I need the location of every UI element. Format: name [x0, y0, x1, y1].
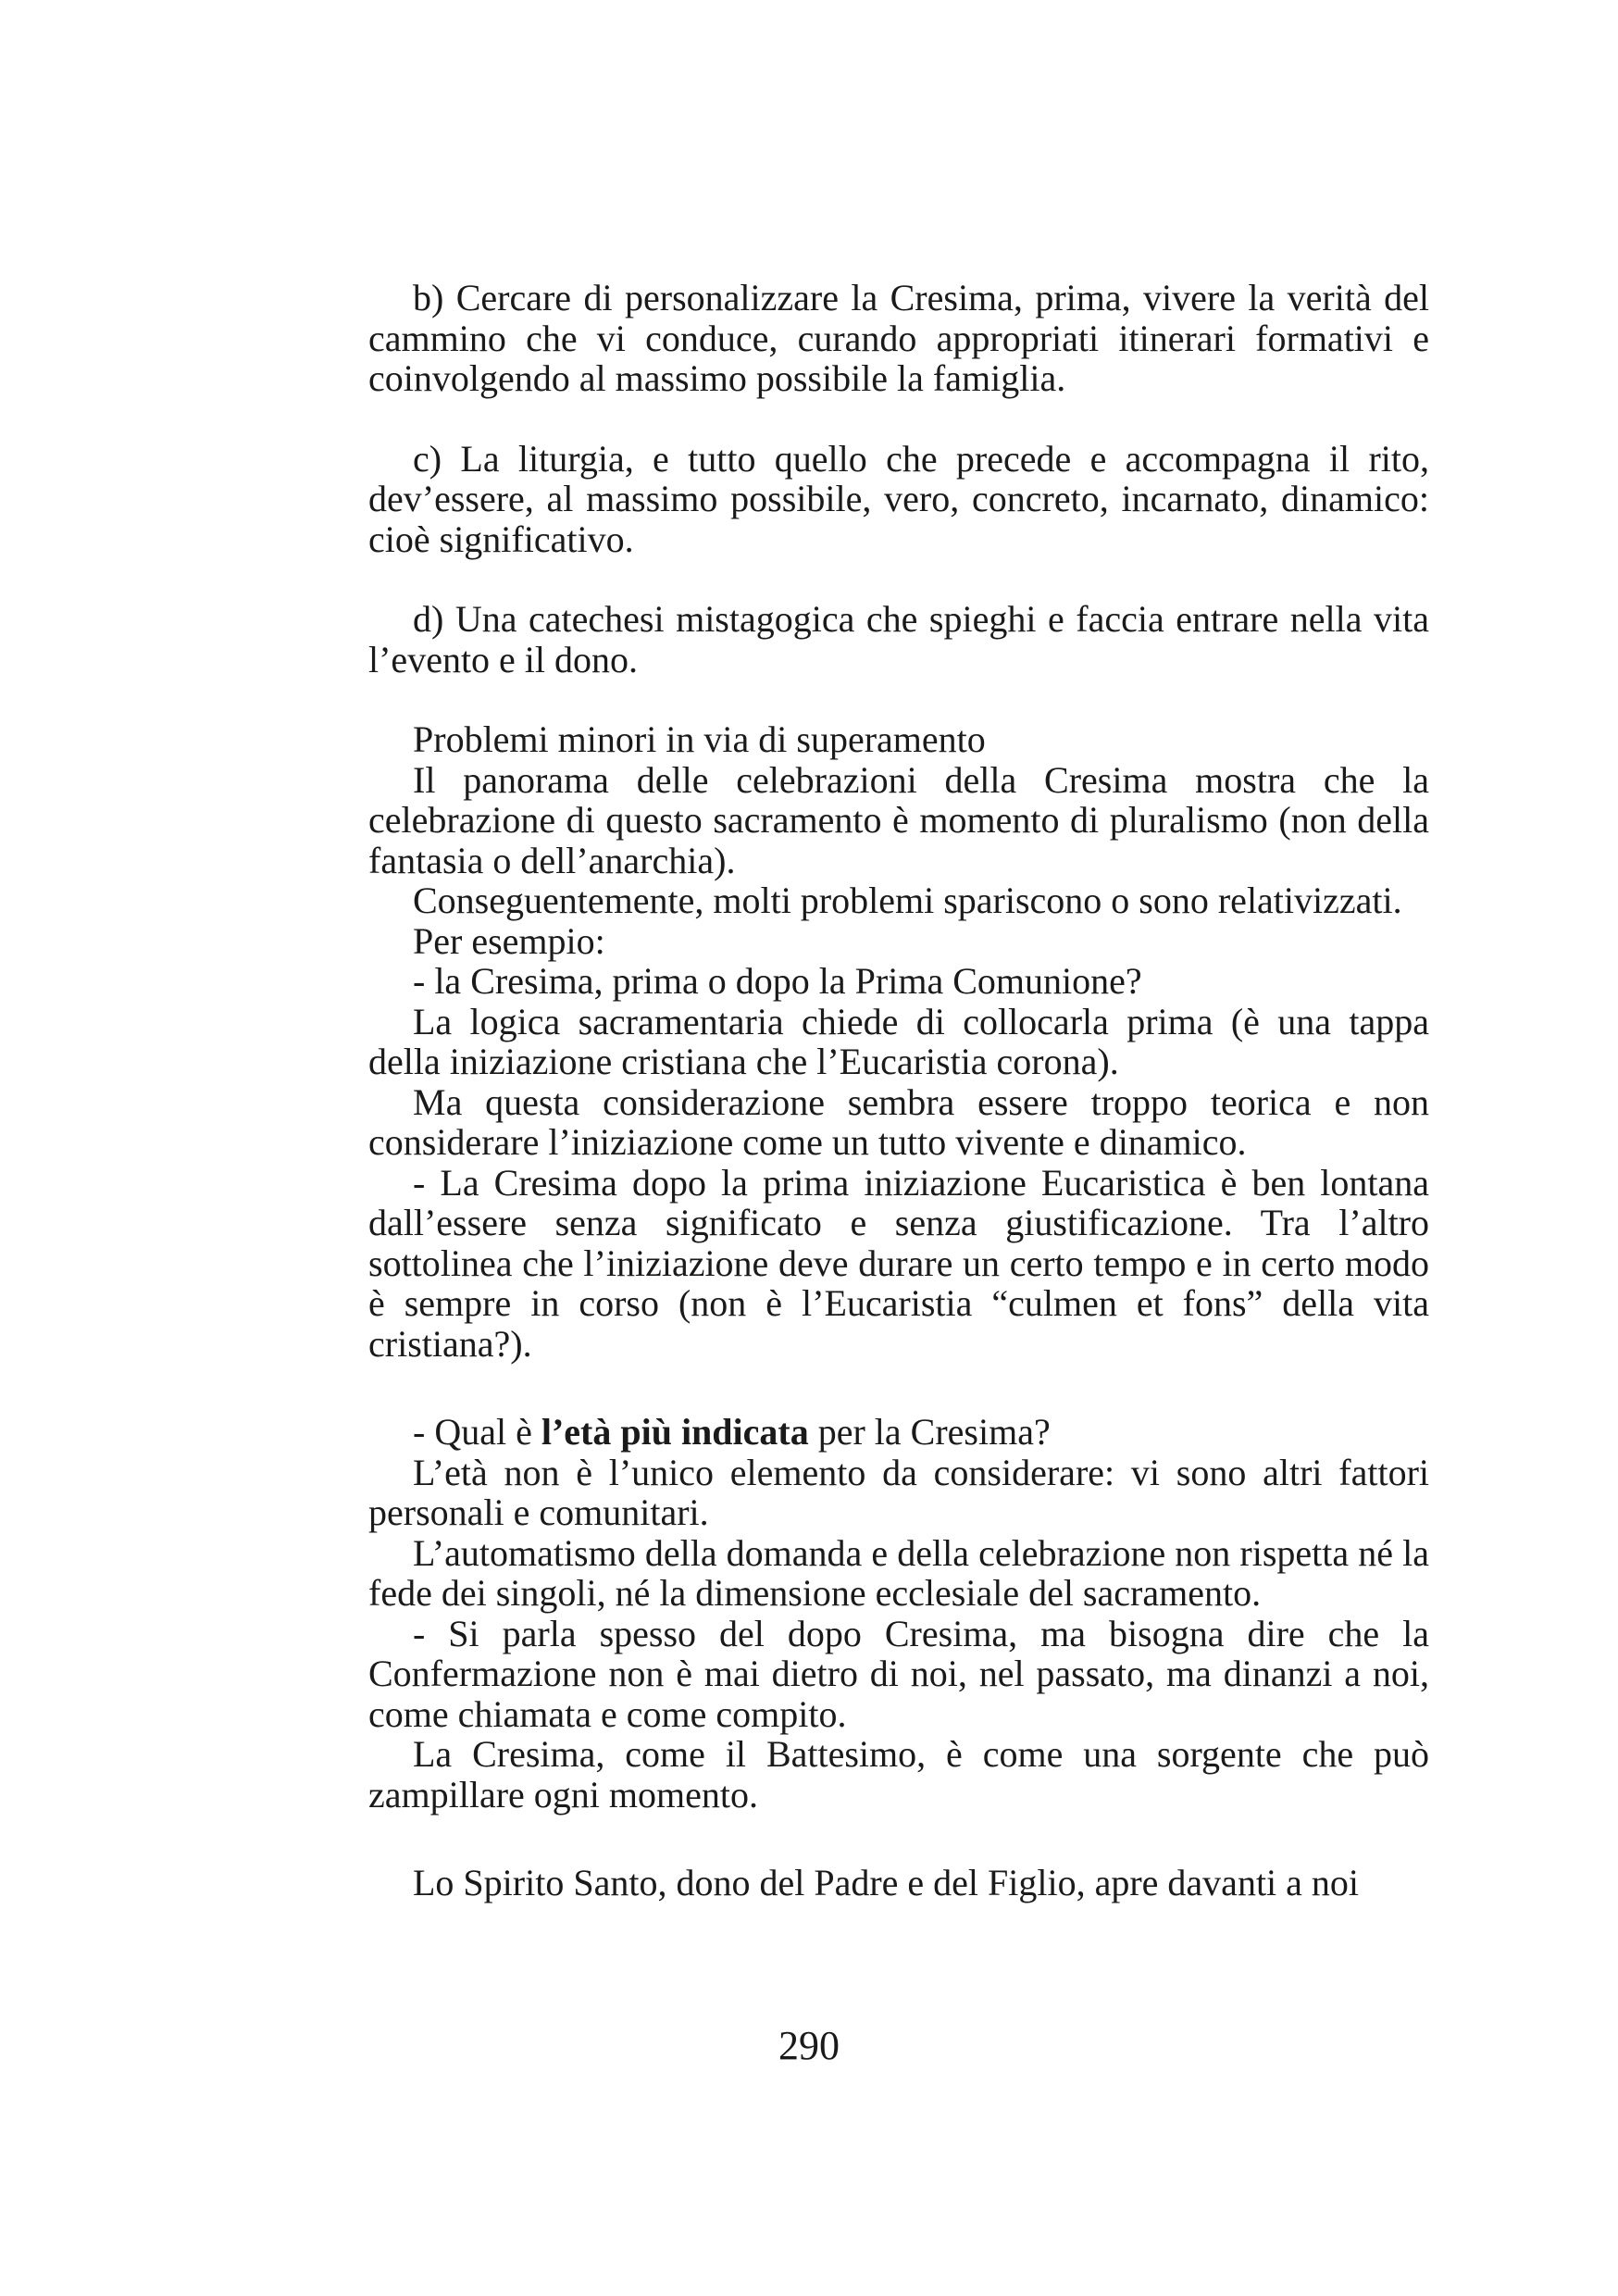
paragraph-battesimo: La Cresima, come il Battesimo, è come una sorgente che può zampillare ogni momento.	[368, 1733, 1429, 1816]
page-number: 290	[778, 2023, 840, 2068]
body-text	[368, 278, 1429, 1903]
paragraph-automatismo: L’automatismo della domanda e della celebrazione non rispetta né la fede dei singoli, né la dimensione ecclesiale del sacramento.	[368, 1531, 1429, 1614]
paragraph-eta: L’età non è l’unico elemento da considerare: vi sono altri fattori personali e comunitari.	[368, 1451, 1429, 1533]
paragraph-dopo-iniziazione: - La Cresima dopo la prima iniziazione Eucaristica è ben lontana dall’essere senza significato e senza giustificazione. Tra l’altro sottolinea che l’iniziazione deve durare un certo tempo e in certo modo è sempre in corso (non è l’Eucaristia “culmen et fons” della vita cristiana?).	[368, 1161, 1429, 1365]
paragraph-question-age	[368, 1412, 1429, 1453]
paragraph-b: b) Cercare di personalizzare la Cresima, prima, vivere la verità del cammino che vi conduce, curando appropriati itinerari formativi e coinvolgendo al massimo possibile la famiglia.	[368, 277, 1429, 399]
paragraph-logica: La logica sacramentaria chiede di collocarla prima (è una tappa della iniziazione cristiana che l’Eucaristia corona).	[368, 1000, 1429, 1082]
question-age-prefix: - Qual è	[413, 1411, 541, 1453]
paragraph-panorama: Il panorama delle celebrazioni della Cresima mostra che la celebrazione di questo sacramento è momento di pluralismo (non della fantasia o dell’anarchia).	[368, 758, 1429, 881]
paragraph-spirito: Lo Spirito Santo, dono del Padre e del Figlio, apre davanti a noi	[413, 1862, 1360, 1903]
paragraph-c: c) La liturgia, e tutto quello che precede e accompagna il rito, dev’essere, al massimo possibile, vero, concreto, incarnato, dinamico: cioè significativo.	[368, 437, 1429, 560]
question-age-bold: l’età più indicata	[541, 1411, 809, 1453]
question-age-suffix: per la Cresima?	[808, 1411, 1051, 1453]
paragraph-conseguentemente: Conseguentemente, molti problemi spariscono o sono relativizzati.	[413, 880, 1402, 921]
paragraph-esempio: Per esempio:	[413, 919, 605, 962]
paragraph-dopo-cresima: - Si parla spesso del dopo Cresima, ma bisogna dire che la Confermazione non è mai dietro di noi, nel passato, ma dinanzi a noi, come chiamata e come compito.	[368, 1612, 1429, 1735]
paragraph-d: d) Una catechesi mistagogica che spieghi e faccia entrare nella vita l’evento e il dono.	[368, 598, 1429, 680]
paragraph-question-first-communion: - la Cresima, prima o dopo la Prima Comunione?	[413, 960, 1142, 1002]
paragraph-considerazione: Ma questa considerazione sembra essere troppo teorica e non considerare l’iniziazione come un tutto vivente e dinamico.	[368, 1080, 1429, 1163]
section-heading: Problemi minori in via di superamento	[413, 718, 986, 760]
